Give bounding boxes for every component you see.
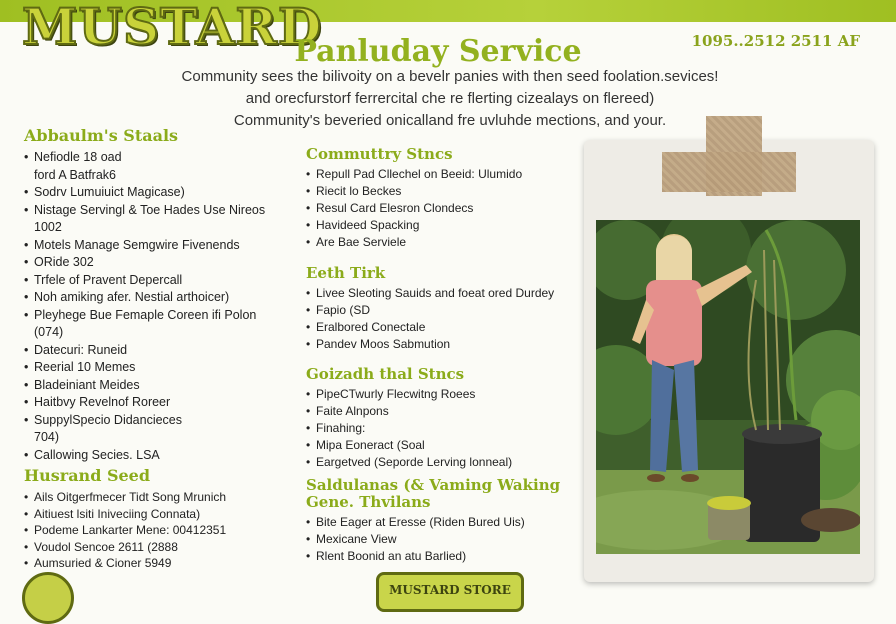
list-item: • Pleyhege Bue Femaple Coreen ifi Polon (074) [24,307,294,342]
list-item: • SuppylSpecio Didancieces 704) [24,412,294,447]
list-item: • Voudol Sencoe 2611 (2888 [24,539,294,556]
tape-icon [662,152,796,192]
intro-text [150,66,750,132]
section-heading: Husrand Seed [24,466,151,485]
list-item: • Fapio (SD [306,302,566,319]
mid-section-3 [306,365,566,471]
list-item: • Datecuri: Runeid [24,342,294,360]
list-item: • Eargetved (Seporde Lerving lonneal) [306,454,566,471]
list-item: • Riecit lo Beckes [306,183,566,200]
list-item: • Livee Sleoting Sauids and foeat ored Durdey [306,285,566,302]
list-item: • Sodrv Lumuiuict Magicase) [24,184,294,202]
section-heading: Saldulanas (& Vaming Waking Gene. Thvilans [306,476,561,511]
list-item: • Ails Oitgerfmecer Tidt Song Mrunich [24,489,294,506]
list-item: • Callowing Secies. LSA [24,447,294,465]
mid-list-3 [306,386,566,471]
seed-badge-icon [22,572,74,624]
left-section-2 [24,466,294,572]
list-item: • Bladeiniant Meides [24,377,294,395]
list-item: • Nistage Servingl & Toe Hades Use Nireos 1002 [24,202,294,237]
gardener-photo [596,220,860,554]
list-item: • Aitiuest lsiti Iniveciing Connata) [24,506,294,523]
mid-section-1 [306,145,566,251]
list-item: • Repull Pad Cllechel on Beeid: Ulumido [306,166,566,183]
section-heading: Abbaulm's Staals [24,126,179,145]
left-section-1 [24,126,294,464]
list-item: • Are Bae Serviele [306,234,566,251]
list-item: • ORide 302 [24,254,294,272]
list-item: • Rlent Boonid an atu Barlied) [306,548,566,565]
list-item: • Trfele of Pravent Depercall [24,272,294,290]
mid-section-4 [306,477,566,565]
list-item: • Bite Eager at Eresse (Riden Bured Uis) [306,514,566,531]
mustard-logo: MUSTARD [22,0,323,56]
list-item: • Mexicane View [306,531,566,548]
list-item: • Motels Manage Semgwire Fivenends [24,237,294,255]
list-item: • Haitbvy Revelnof Roreer [24,394,294,412]
list-item: • Aumsuried & Cioner 5949 [24,555,294,572]
intro-line: Community sees the bilivoity on a bevelr panies with then seed foolation.sevices! [181,68,719,85]
header-code: 1095..2512 2511 AF [691,32,860,50]
intro-line: and orecfurstorf ferrercital che re flerting cizealays on flereed) [245,90,655,107]
section-heading: Eeth Tirk [306,264,386,282]
list-item: • Havideed Spacking [306,217,566,234]
section-heading: Commuttry Stncs [306,145,453,163]
list-item: • Resul Card Elesron Clondecs [306,200,566,217]
mid-section-2 [306,264,566,353]
mid-list-1 [306,166,566,251]
store-button[interactable]: MUSTARD STORE [376,572,524,612]
list-item: • Mipa Eoneract (Soal [306,437,566,454]
list-item: • Eralbored Conectale [306,319,566,336]
list-item: • Reerial 10 Memes [24,359,294,377]
mid-list-4 [306,514,566,565]
left-list-1 [24,149,294,464]
mid-list-2 [306,285,566,353]
list-item: • Faite Alnpons [306,403,566,420]
section-heading: Goizadh thal Stncs [306,365,465,383]
list-item: • PipeCTwurly Flecwitng Roees [306,386,566,403]
list-item: • Finahing: [306,420,566,437]
left-list-2 [24,489,294,572]
list-item: • Pandev Moos Sabmution [306,336,566,353]
intro-line: Community's beveried onicalland fre uvluhde mections, and your. [233,112,667,129]
list-item: • Noh amiking afer. Nestial arthoicer) [24,289,294,307]
photo-image [596,220,860,554]
list-item: • Nefiodle 18 oad ford A Batfrak6 [24,149,294,184]
list-item: • Podeme Lankarter Mene: 00412351 [24,522,294,539]
page-title: Panluday Service [294,34,582,69]
